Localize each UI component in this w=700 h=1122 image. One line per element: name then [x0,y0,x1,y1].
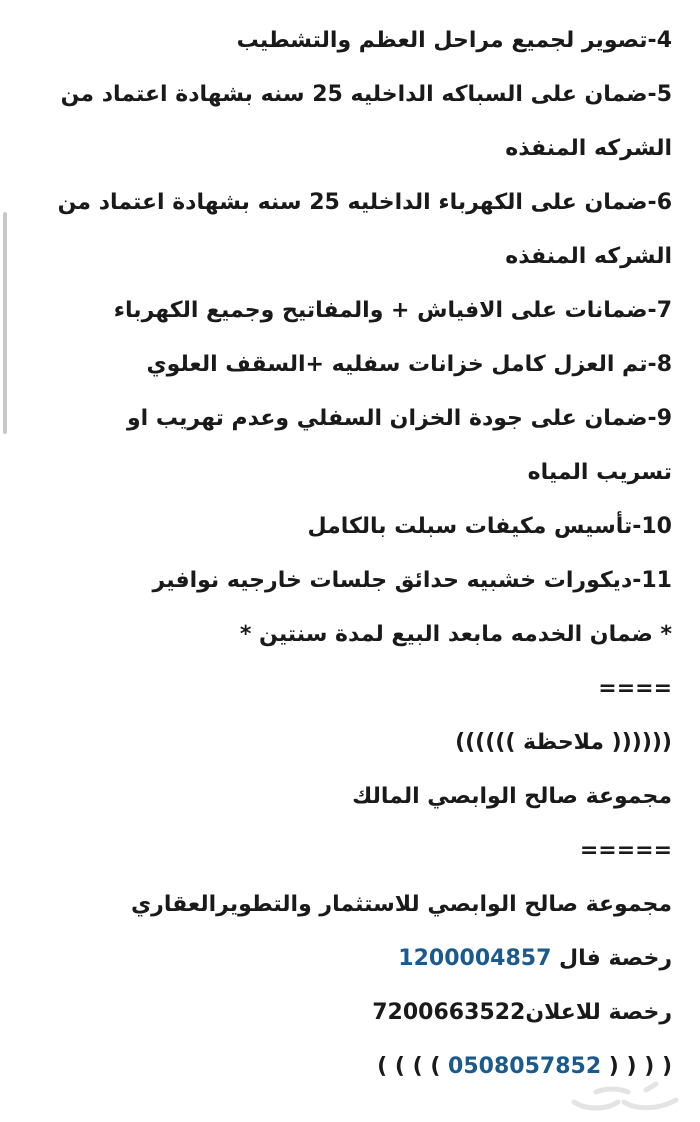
list-item: 10-تأسيس مكيفات سبلت بالكامل [307,514,672,539]
fal-license-line [52,932,672,986]
list-item: 5-ضمان على السباكه الداخليه 25 سنه بشهادة اعتماد من الشركه المنفذه [60,82,672,161]
phone-number-link[interactable]: 0508057852 [448,1054,602,1079]
post-body [52,0,672,1094]
list-item: 6-ضمان على الكهرباء الداخليه 25 سنه بشهادة اعتماد من الشركه المنفذه [57,190,672,269]
note-heading: (((((( ملاحظة )))))) [455,730,672,755]
list-item: 11-ديكورات خشبيه حدائق جلسات خارجيه نوافير [152,568,672,593]
phone-prefix: ( ( ( ( [377,1054,441,1079]
haraj-logo-watermark-icon [566,1080,686,1114]
ad-license-line: رخصة للاعلان7200663522 [372,1000,672,1025]
list-item: 8-تم العزل كامل خزانات سفليه +السقف العلوي [146,352,672,377]
divider-text: ===== [579,838,672,863]
phone-suffix: ) ) ) ) [608,1054,672,1079]
divider-text: ==== [598,676,672,701]
list-item: 4-تصوير لجميع مراحل العظم والتشطيب [236,28,672,53]
fal-license-label: رخصة فال [551,946,672,971]
company-name: مجموعة صالح الوابصي للاستثمار والتطويرالعقاري [131,892,672,917]
owner-line: مجموعة صالح الوابصي المالك [352,784,672,809]
warranty-note: * ضمان الخدمه مابعد البيع لمدة سنتين * [239,622,672,647]
fal-license-number-link[interactable]: 1200004857 [398,946,552,971]
list-item: 9-ضمان على جودة الخزان السفلي وعدم تهريب او تسريب المياه [127,406,672,485]
list-item: 7-ضمانات على الافياش + والمفاتيح وجميع الكهرباء [113,298,672,323]
scrollbar[interactable] [3,212,7,434]
